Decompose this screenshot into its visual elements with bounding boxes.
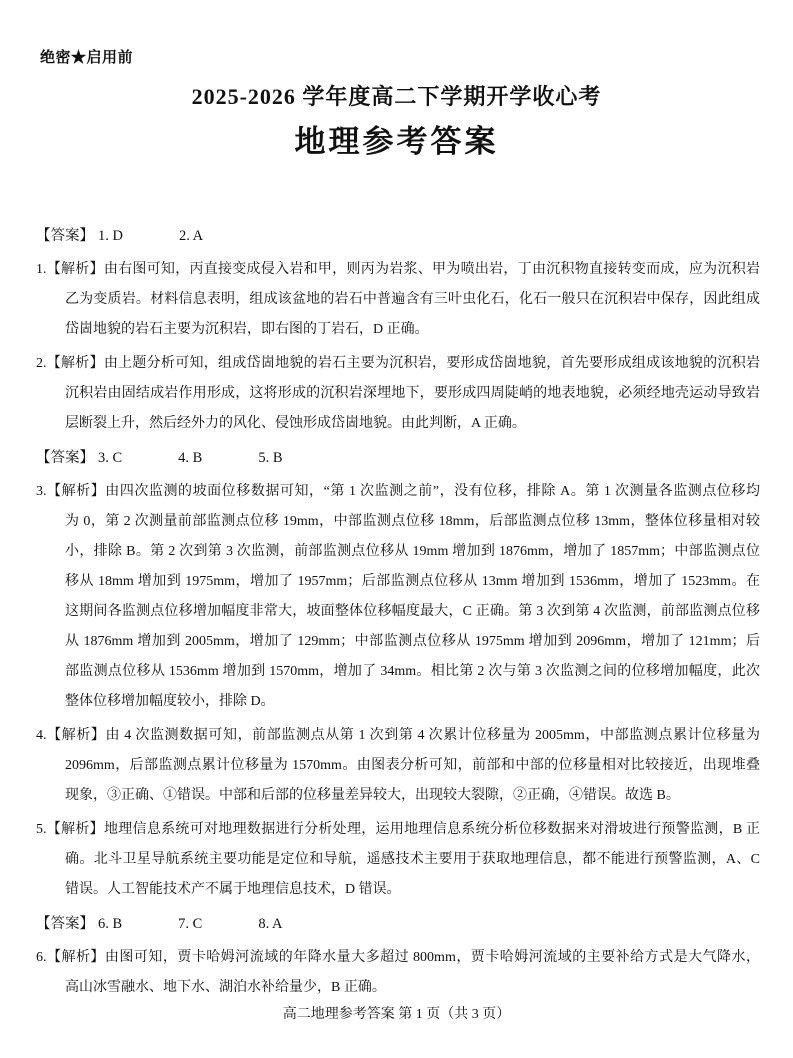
answer-item: 2. A (178, 228, 204, 244)
explanation-paragraph-1 (36, 255, 760, 345)
answer-key-line-2 (36, 443, 760, 473)
explanation-line: 沉积岩由固结成岩作用形成，这将形成的沉积岩深埋地下，要形成四周陡峭的地表地貌，必须经地壳运动导致岩 (65, 386, 760, 401)
answer-label: 【答案】 (36, 450, 94, 466)
answer-item: 6. B (98, 916, 123, 932)
exam-title: 2025-2026 学年度高二下学期开学收心考 (191, 84, 602, 109)
explanation-line: 6.【解析】由图可知，贾卡哈姆河流域的年降水量大多超过 800mm，贾卡哈姆河流域的主要补给方式是大气降水， (36, 950, 760, 965)
answer-item: 7. C (178, 916, 203, 932)
explanation-line: 确。北斗卫星导航系统主要功能是定位和导航，遥感技术主要用于获取地理信息，都不能进行预警监测，A、C (65, 852, 760, 867)
page-footer: 高二地理参考答案 第 1 页（共 3 页） (282, 1007, 511, 1022)
answer-item: 1. D (98, 228, 123, 244)
explanation-paragraph-5 (36, 815, 760, 905)
answer-key-line-3 (36, 909, 760, 939)
explanation-line: 乙为变质岩。材料信息表明，组成该盆地的岩石中普遍含有三叶虫化石，化石一般只在沉积岩中保存，因此组成 (65, 292, 760, 307)
explanation-line: 整体位移增加幅度较小，排除 D。 (65, 694, 275, 709)
answer-label: 【答案】 (36, 916, 94, 932)
explanation-line: 从 1876mm 增加到 2005mm，增加了 129mm；中部监测点位移从 1975mm 增加到 2096mm，增加了 121mm；后 (65, 634, 760, 649)
answer-sheet-title: 地理参考答案 (294, 124, 499, 159)
explanation-line: 2.【解析】由上题分析可知，组成岱崮地貌的岩石主要为沉积岩，要形成岱崮地貌，首先要形成组成该地貌的沉积岩 (36, 356, 760, 371)
explanation-line: 2096mm，后部监测点累计位移量为 1570mm。由图表分析可知，前部和中部的位移量相对比较接近，出现堆叠 (65, 758, 760, 773)
explanation-line: 小，排除 B。第 2 次到第 3 次监测，前部监测点位移从 19mm 增加到 1876mm，增加了 1857mm；中部监测点位 (65, 544, 760, 559)
answer-item: 3. C (98, 450, 123, 466)
answer-item: 4. B (178, 450, 203, 466)
answer-label: 【答案】 (36, 228, 94, 244)
classification-marker: 绝密★启用前 (40, 50, 134, 66)
explanation-line: 高山冰雪融水、地下水、湖泊水补给量少，B 正确。 (65, 980, 386, 995)
explanation-line: 4.【解析】由 4 次监测数据可知，前部监测点从第 1 次到第 4 次累计位移量为 2005mm，中部监测点累计位移量为 (36, 728, 760, 743)
explanation-line: 层断裂上升，然后经外力的风化、侵蚀形成岱崮地貌。由此判断，A 正确。 (65, 416, 526, 431)
explanation-line: 这期间各监测点位移增加幅度非常大，坡面整体位移幅度最大，C 正确。第 3 次到第 4 次监测，前部监测点位移 (65, 604, 760, 619)
answers-content (36, 221, 760, 1003)
answer-item: 8. A (258, 916, 283, 932)
answer-key-line-1 (36, 221, 760, 251)
explanation-line: 5.【解析】地理信息系统可对地理数据进行分析处理，运用地理信息系统分析位移数据来对滑坡进行预警监测，B 正 (36, 822, 760, 837)
explanation-paragraph-2 (36, 349, 760, 439)
explanation-line: 岱崮地貌的岩石主要为沉积岩，即右图的丁岩石，D 正确。 (65, 322, 429, 337)
explanation-line: 现象，③正确、①错误。中部和后部的位移量差异较大，出现较大裂隙，②正确，④错误。故选 B。 (65, 788, 680, 803)
explanation-line: 为 0，第 2 次测量前部监测点位移 19mm，中部监测点位移 18mm，后部监测点位移 13mm，整体位移量相对较 (65, 514, 760, 529)
explanation-line: 移从 18mm 增加到 1975mm，增加了 1957mm；后部监测点位移从 13mm 增加到 1536mm，增加了 1523mm。在 (65, 574, 760, 589)
explanation-line: 1.【解析】由右图可知，丙直接变成侵入岩和甲，则丙为岩浆、甲为喷出岩，丁由沉积物直接转变而成，应为沉积岩 (36, 262, 760, 277)
explanation-paragraph-4 (36, 721, 760, 811)
explanation-paragraph-3 (36, 477, 760, 717)
explanation-paragraph-6 (36, 943, 760, 1003)
answer-item: 5. B (258, 450, 283, 466)
explanation-line: 部监测点位移从 1536mm 增加到 1570mm，增加了 34mm。相比第 2 次与第 3 次监测之间的位移增加幅度，此次 (65, 664, 760, 679)
explanation-line: 错误。人工智能技术产不属于地理信息技术，D 错误。 (65, 882, 401, 897)
explanation-line: 3.【解析】由四次监测的坡面位移数据可知，“第 1 次监测之前”，没有位移，排除 A。第 1 次测量各监测点位移均 (36, 484, 760, 499)
